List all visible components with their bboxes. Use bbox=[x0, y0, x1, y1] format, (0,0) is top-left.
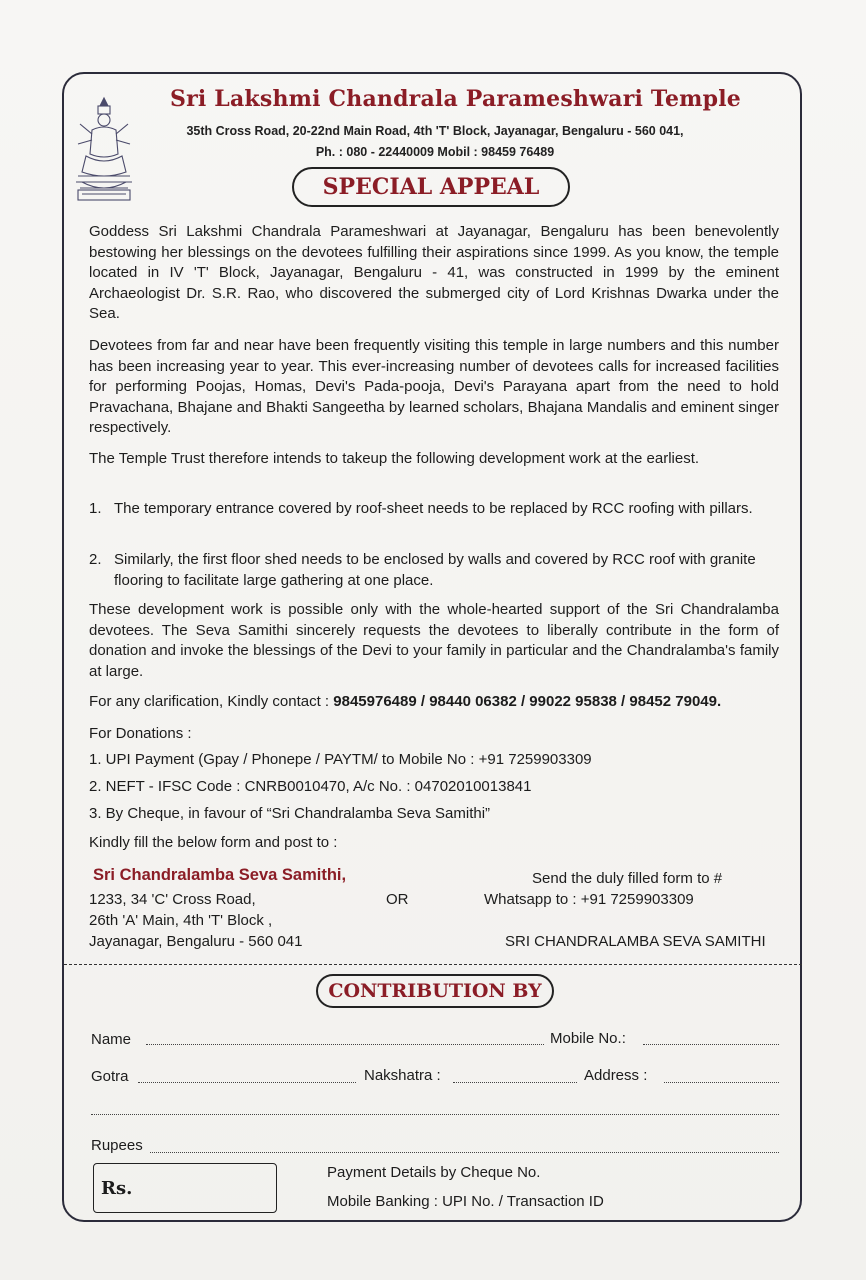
trust-paragraph: The Temple Trust therefore intends to takeup the following development work at the earliest. bbox=[89, 450, 700, 467]
mobile-field[interactable] bbox=[643, 1044, 779, 1045]
temple-address: 35th Cross Road, 20-22nd Main Road, 4th 'T' Block, Jayanagar, Bengaluru - 560 041, bbox=[186, 124, 684, 138]
temple-phone: Ph. : 080 - 22440009 Mobil : 98459 76489 bbox=[315, 145, 555, 159]
whatsapp-number: Whatsapp to : +91 7259903309 bbox=[484, 891, 694, 908]
special-appeal-title: SPECIAL APPEAL bbox=[292, 167, 570, 207]
donation-upi: 1. UPI Payment (Gpay / Phonepe / PAYTM/ to Mobile No : +91 7259903309 bbox=[89, 751, 592, 768]
work-item: 1. The temporary entrance covered by roof-sheet needs to be replaced by RCC roofing with pillars. bbox=[89, 500, 753, 517]
contribution-title: CONTRIBUTION BY bbox=[316, 974, 554, 1008]
whatsapp-recipient: SRI CHANDRALAMBA SEVA SAMITHI bbox=[505, 933, 766, 950]
goddess-idol-icon bbox=[72, 94, 136, 204]
postal-address-line: 1233, 34 'C' Cross Road, bbox=[89, 891, 256, 908]
gotra-field[interactable] bbox=[138, 1082, 356, 1083]
donation-neft: 2. NEFT - IFSC Code : CNRB0010470, A/c No. : 04702010013841 bbox=[89, 778, 532, 795]
or-label: OR bbox=[386, 891, 409, 908]
address-field-line2[interactable] bbox=[91, 1114, 779, 1115]
address-label: Address : bbox=[584, 1067, 648, 1084]
payment-mobile-label: Mobile Banking : UPI No. / Transaction ID bbox=[327, 1193, 604, 1210]
rupees-field[interactable] bbox=[150, 1152, 779, 1153]
samithi-name: Sri Chandralamba Seva Samithi, bbox=[93, 866, 347, 884]
whatsapp-instruction: Send the duly filled form to # bbox=[532, 870, 723, 887]
gotra-label: Gotra bbox=[91, 1068, 129, 1085]
donations-title: For Donations : bbox=[89, 725, 192, 742]
mobile-label: Mobile No.: bbox=[550, 1030, 626, 1047]
devotees-paragraph: Devotees from far and near have been frequently visiting this temple in large numbers and this number has been increasing year to year. This ever-increasing number of devotees calls for increased facilities for performing Poojas, Homas, Devi's Pada-pooja, Devi's Parayana apart from the need to hold Pravachana, Bhajane and Bhakti Sangeetha by learned scholars, Bhajana Mandalis and eminent singer respectively. bbox=[89, 337, 779, 437]
nakshatra-label: Nakshatra : bbox=[364, 1067, 441, 1084]
payment-cheque-label: Payment Details by Cheque No. bbox=[327, 1164, 541, 1181]
postal-address-line: 26th 'A' Main, 4th 'T' Block , bbox=[89, 912, 273, 929]
support-paragraph: These development work is possible only with the whole-hearted support of the Sri Chandralamba devotees. The Seva Samithi sincerely requests the devotees to liberally contribute in the form of donation and invoke the blessings of the Devi to your family in particular and the Chandralamba's family at large. bbox=[89, 601, 779, 680]
clarification-line: For any clarification, Kindly contact : 9845976489 / 98440 06382 / 99022 95838 / 98452 79049. bbox=[89, 693, 722, 710]
name-label: Name bbox=[91, 1031, 132, 1048]
temple-name: Sri Lakshmi Chandrala Parameshwari Temple bbox=[170, 86, 741, 112]
address-field[interactable] bbox=[664, 1082, 779, 1083]
contact-numbers: 9845976489 / 98440 06382 / 99022 95838 / 98452 79049. bbox=[333, 693, 722, 710]
donation-cheque: 3. By Cheque, in favour of “Sri Chandralamba Seva Samithi” bbox=[89, 805, 491, 822]
rs-label: Rs. bbox=[101, 1178, 133, 1199]
name-field[interactable] bbox=[146, 1044, 544, 1045]
fill-instruction: Kindly fill the below form and post to : bbox=[89, 834, 338, 851]
cut-line bbox=[64, 964, 802, 965]
work-item: 2. Similarly, the first floor shed needs to be enclosed by walls and covered by RCC roof with granite flooring to facilitate large gathering at one place. bbox=[89, 551, 756, 589]
nakshatra-field[interactable] bbox=[453, 1082, 577, 1083]
rupees-label: Rupees bbox=[91, 1137, 143, 1154]
postal-address-line: Jayanagar, Bengaluru - 560 041 bbox=[89, 933, 303, 950]
intro-paragraph: Goddess Sri Lakshmi Chandrala Parameshwari at Jayanagar, Bengaluru has been benevolently bestowing her blessings on the devotees fulfilling their aspirations since 1999. As you know, the temple located in IV 'T' Block, Jayanagar, Bengaluru - 41, was constructed in 1999 by the eminent Archaeologist Dr. S.R. Rao, who discovered the submerged city of Lord Krishnas Dwarka under the Sea. bbox=[89, 223, 779, 323]
